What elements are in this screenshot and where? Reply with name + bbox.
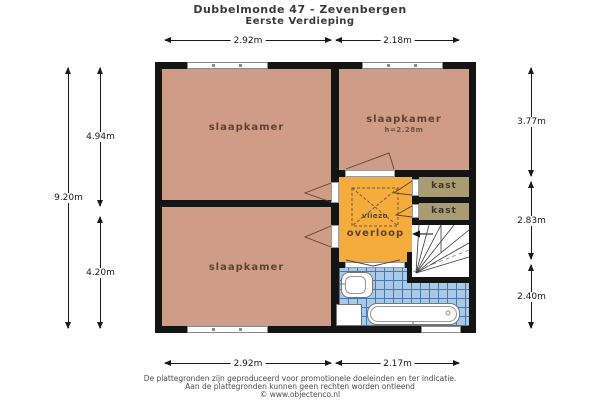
dimension-left-total [54,68,83,328]
arrow-down-icon [528,253,534,260]
door-bedroom-bottom-left [331,225,339,248]
arrow-down-icon [65,322,71,329]
dimension-right-middle [517,182,546,259]
arrow-right-icon [453,37,460,43]
bathtub [367,303,460,325]
arrow-right-icon [453,360,460,366]
staircase [412,225,469,277]
arrow-left-icon [164,360,171,366]
label-bedroom-top-left: slaapkamer [208,122,285,133]
arrow-left-icon [164,37,171,43]
dimension-left-lower [86,217,115,328]
wall-stair-bottom [407,277,469,283]
door-bathroom [345,262,405,268]
arrow-down-icon [97,200,103,207]
arrow-left-icon [335,37,342,43]
dimension-bottom-right [336,358,459,369]
label-closet-2: kast [431,206,457,216]
arrow-down-icon [528,170,534,177]
window-bathroom [421,326,461,333]
dimension-label: 2.92m [231,36,266,46]
arrow-left-icon [335,360,342,366]
footer-copyright: © www.objectenco.nl [259,390,341,399]
label-bedroom-bottom-left: slaapkamer [208,262,285,273]
page-subtitle: Eerste Verdieping [245,16,355,27]
dimension-right-lower [517,265,546,328]
bathtub-rim [370,306,457,322]
arrow-up-icon [528,264,534,271]
sink [341,272,373,298]
label-loft-hatch: vliezo [362,212,388,220]
window-top-left [187,62,268,69]
dimension-bottom-left [165,358,331,369]
dimension-label: 3.77m [514,117,549,127]
window-bottom-left [187,326,268,333]
arrow-up-icon [528,181,534,188]
dimension-right-upper [517,68,546,176]
dimension-top-left [165,35,331,46]
floorplan [155,62,476,333]
page-title: Dubbelmonde 47 - Zevenbergen [193,3,407,16]
dimension-label: 2.92m [231,359,266,369]
arrow-up-icon [97,67,103,74]
dimension-label: 9.20m [51,193,86,203]
dimension-label: 2.17m [380,359,415,369]
dimension-top-right [336,35,459,46]
label-ceiling-height: h=2.28m [384,126,424,134]
arrow-down-icon [97,322,103,329]
shower-tray [336,304,362,326]
label-bedroom-top-right: slaapkamer [366,114,442,125]
dimension-left-upper [86,68,115,206]
dimension-label: 2.40m [514,292,549,302]
footer-disclaimer-line1: De plattegronden zijn geproduceerd voor promotionele doeleinden en ter indicatie. [143,374,457,383]
arrow-right-icon [325,37,332,43]
door-closet-2 [412,204,419,218]
label-closet-1: kast [431,181,457,191]
door-closet-1 [412,179,419,196]
room-bedroom-top-left [162,69,331,200]
door-bedroom-top-left [331,182,339,203]
dimension-label: 4.94m [83,132,118,142]
door-bedroom-top-right [345,170,395,177]
arrow-up-icon [528,67,534,74]
sink-basin [345,276,366,294]
footer-disclaimer-line2: Aan de plattegronden kunnen geen rechten worden ontleend [185,382,415,391]
arrow-up-icon [97,216,103,223]
dimension-label: 4.20m [83,268,118,278]
dimension-label: 2.83m [514,216,549,226]
label-landing: overloop [346,228,405,239]
arrow-up-icon [65,67,71,74]
arrow-down-icon [528,322,534,329]
window-top-right [362,62,443,69]
dimension-label: 2.18m [380,36,415,46]
arrow-right-icon [325,360,332,366]
